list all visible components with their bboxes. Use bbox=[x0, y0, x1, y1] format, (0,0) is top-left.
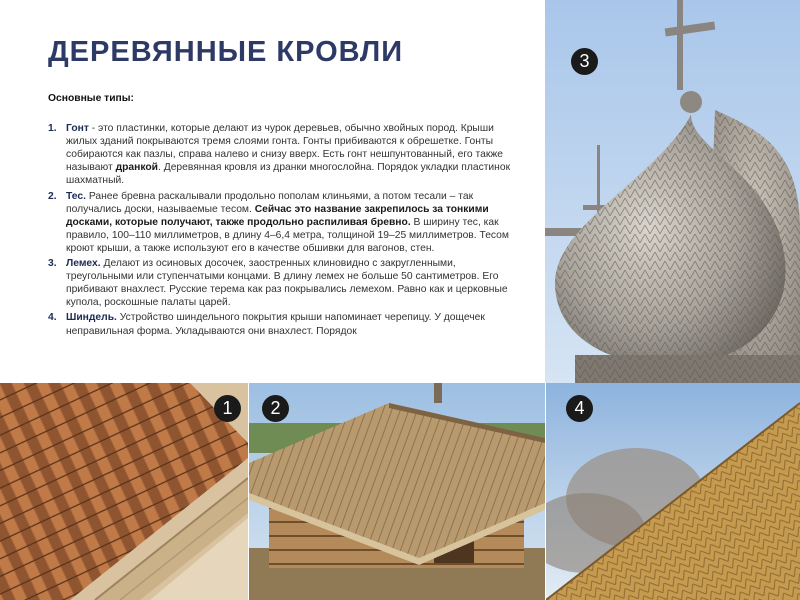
item-number: 1. bbox=[48, 123, 57, 135]
item-emphasis: Сейчас это название закрепилось за тонкими досками, которые получают, также продольно распиливая бревно. bbox=[66, 203, 489, 228]
badge-1: 1 bbox=[214, 395, 241, 422]
list-item-shindel bbox=[48, 311, 518, 337]
list-item-lemekh bbox=[48, 257, 518, 309]
badge-2: 2 bbox=[262, 395, 289, 422]
item-text: - это пластинки, которые делают из чурок деревьев, обычно хвойных пород. Крыши жилых зданий покрываются тремя слоями гонта. Гонты прибиваются к обрешетке. Гонты собираются как пазлы, справа налево и снизу вверх. Есть гонт нешпунтованный, его также называют bbox=[66, 123, 503, 174]
item-term: Гонт bbox=[66, 123, 89, 135]
list-item-planks bbox=[48, 190, 518, 255]
slide-title: ДЕРЕВЯННЫЕ КРОВЛИ bbox=[48, 36, 404, 68]
subtitle: Основные типы: bbox=[48, 93, 134, 104]
item-term: Лемех. bbox=[66, 258, 101, 270]
item-text: В ширину тес, как правило, 100–110 миллиметров, в длину 4–6,4 метра, толщиной 19–25 миллиметров. Тесом кроют крыши, а также используют его в качестве обшивки для вагонов, стен. bbox=[66, 216, 509, 254]
badge-4: 4 bbox=[566, 395, 593, 422]
list-item-shingle bbox=[48, 122, 518, 187]
roof-types-list bbox=[48, 122, 518, 338]
item-number: 4. bbox=[48, 312, 57, 324]
item-text: Ранее бревна раскалывали продольно пополам клиньями, а потом тесали – так получались доски, называемые тесом. bbox=[66, 190, 474, 215]
item-term: Шиндель. bbox=[66, 312, 117, 324]
item-number: 2. bbox=[48, 190, 57, 202]
shingle-roof-photo-icon bbox=[0, 383, 248, 600]
item-term: Тес. bbox=[66, 190, 86, 202]
item-emphasis: дранкой bbox=[115, 162, 158, 174]
item-number: 3. bbox=[48, 258, 57, 270]
item-text: . Деревянная кровля из дранки многослойна. Порядок укладки пластинок шахматный. bbox=[66, 162, 511, 187]
item-text: Делают из осиновых досочек, заостренных клиновидно с закругленными, треугольными или ступенчатыми концами. В длину лемех не больше 50 сантиметров. Его прибивают внахлест. Русские терема как раз покрывались лемехом. Равно как и церковные купола, роскошные палаты царей. bbox=[66, 258, 508, 309]
plank-roof-house-photo-icon bbox=[249, 383, 545, 600]
item-text: Устройство шиндельного покрытия крыши напоминает черепицу. У дощечек неправильная форма. Укладываются они внахлест. Порядок bbox=[66, 312, 485, 337]
badge-3: 3 bbox=[571, 48, 598, 75]
text-block bbox=[48, 92, 518, 382]
